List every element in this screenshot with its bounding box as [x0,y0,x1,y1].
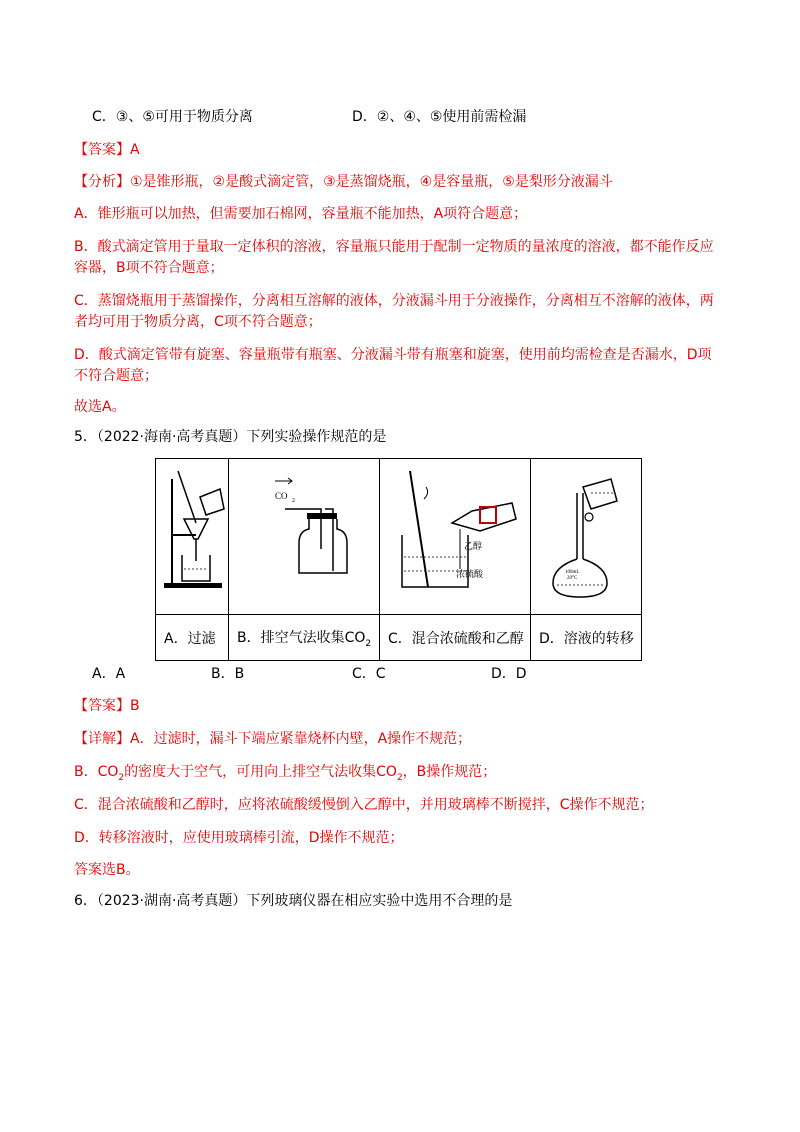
choice-b: B．B [211,666,245,682]
caption-b [229,615,380,661]
detail-b-part2: 的密度大于空气，可用向上排空气法收集CO [124,764,397,780]
figure-filtration [156,459,229,615]
caption-b-sub: 2 [365,638,372,649]
analysis-c-line2: 者均可用于物质分离，C项不符合题意； [74,314,322,330]
answer-tag: 【答案】 [74,142,130,158]
flask-temp-label: 20°C [567,576,578,581]
figure-mixing-acid [380,459,531,615]
analysis-line [74,172,613,192]
question-5-stem: 5．（2022·海南·高考真题）下列实验操作规范的是 [74,429,387,445]
detail-b-sub1: 2 [118,772,125,783]
answer-value: A [130,142,140,158]
option-c: C．③、⑤可用于物质分离 [92,109,253,125]
filtration-apparatus-icon [156,459,228,610]
detail-line-b [74,762,496,788]
figure-transfer [531,459,642,615]
detail-b-part1: B．CO [74,764,119,780]
detail-tag: 【详解】 [74,731,130,747]
figure-co2-collection [229,459,380,615]
caption-b-text: B．排空气法收集CO [237,629,366,646]
analysis-b-line1: B．酸式滴定管用于量取一定体积的溶液，容量瓶只能用于配制一定物质的量浓度的溶液，都不能作反应 [74,239,714,255]
caption-d: D．溶液的转移 [531,615,642,661]
option-d: D．②、④、⑤使用前需检漏 [352,109,527,125]
co2-label: CO [275,491,288,501]
volumetric-flask-icon [531,459,641,610]
detail-line-c: C．混合浓硫酸和乙醇时，应将浓硫酸缓慢倒入乙醇中，并用玻璃棒不断搅拌，C操作不规范； [74,797,654,813]
analysis-d-line1: D．酸式滴定管带有旋塞、容量瓶带有瓶塞、分液漏斗带有瓶塞和旋塞，使用前均需检查是否漏水，D项 [74,347,712,363]
flask-volume-label: 100mL [565,570,580,575]
answer-line-q4 [74,140,140,160]
detail-a-text: A．过滤时，漏斗下端应紧靠烧杯内壁，A操作不规范； [130,731,472,747]
answer-value-q5: B [130,698,140,714]
analysis-c-line1: C．蒸馏烧瓶用于蒸馏操作，分离相互溶解的液体，分液漏斗用于分液操作，分离相互不溶解的液体，两 [74,293,714,309]
answer-line-q5 [74,696,140,716]
gas-bottle-icon [229,459,379,610]
apparatus-figure-table [155,458,642,661]
caption-a: A．过滤 [156,615,229,661]
detail-line-a [74,729,471,749]
mixing-beaker-icon [380,459,530,610]
conclusion-q5: 答案选B。 [74,862,140,878]
ethanol-label: 乙醇 [464,542,483,552]
choice-c: C．C [352,666,386,682]
choice-d: D．D [491,666,527,682]
acid-label: 浓硫酸 [456,570,484,580]
analysis-d-line2: 不符合题意； [74,368,158,384]
choice-a: A．A [92,666,126,682]
question-6-stem: 6．（2023·湖南·高考真题）下列玻璃仪器在相应实验中选用不合理的是 [74,893,513,909]
conclusion-q4: 故选A。 [74,399,126,415]
answer-tag-q5: 【答案】 [74,698,130,714]
detail-line-d: D．转移溶液时，应使用玻璃棒引流，D操作不规范； [74,830,404,846]
analysis-tag: 【分析】 [74,174,130,190]
detail-b-sub2: 2 [396,772,403,783]
analysis-text: ①是锥形瓶，②是酸式滴定管，③是蒸馏烧瓶，④是容量瓶，⑤是梨形分液漏斗 [130,174,613,190]
caption-c: C．混合浓硫酸和乙醇 [380,615,531,661]
analysis-b-line2: 容器，B项不符合题意； [74,260,224,276]
detail-b-part3: ，B操作规范； [402,764,497,780]
analysis-a: A．锥形瓶可以加热，但需要加石棉网，容量瓶不能加热，A项符合题意； [74,206,528,222]
co2-sub-label: 2 [292,498,295,504]
